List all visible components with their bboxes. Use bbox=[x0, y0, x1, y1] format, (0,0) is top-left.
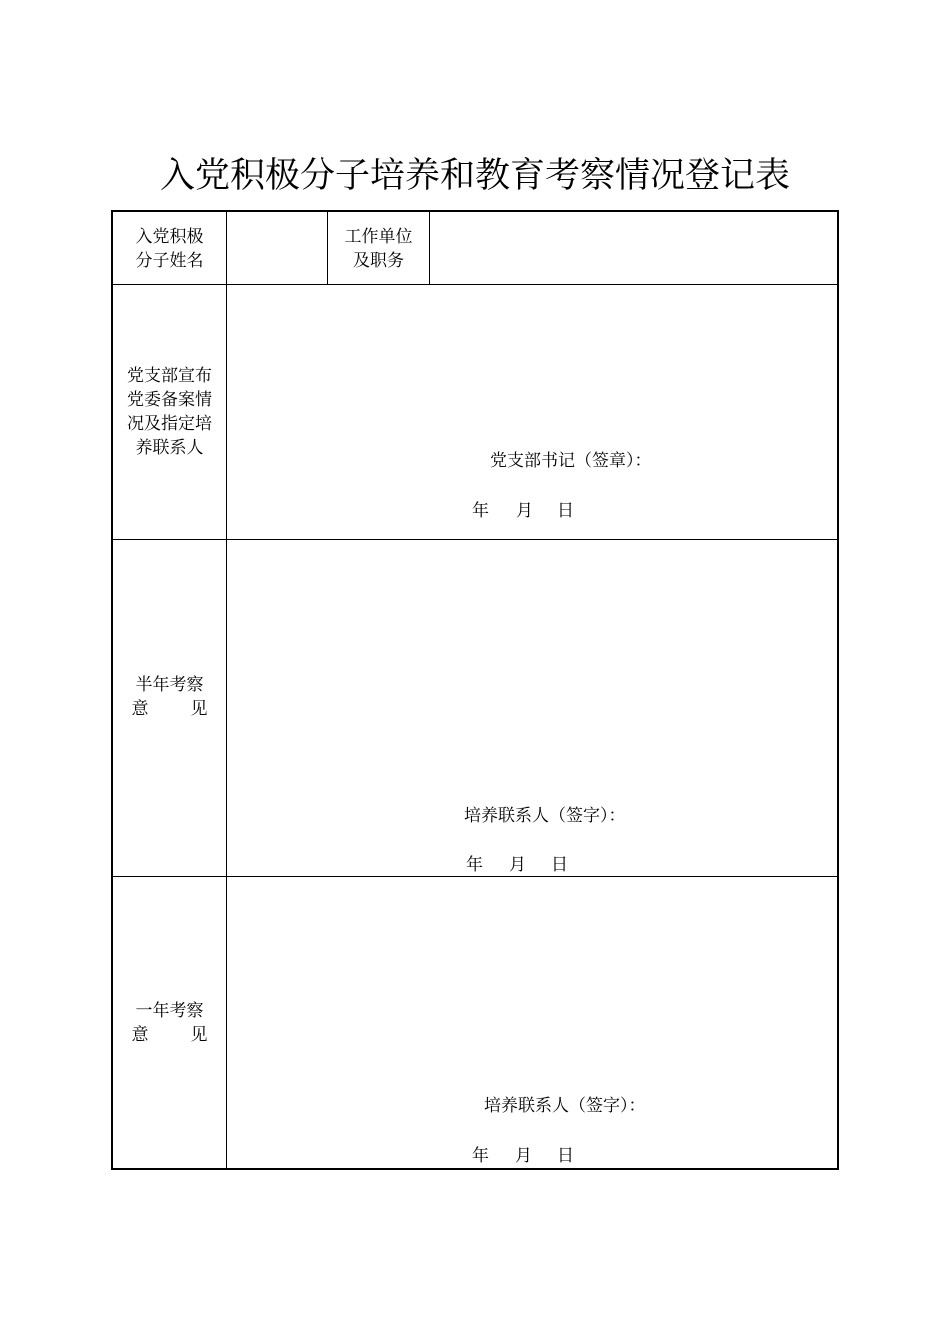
filing-date-year: 年 bbox=[472, 501, 489, 521]
work-unit-label bbox=[328, 225, 429, 273]
table-border-right bbox=[837, 210, 839, 1170]
label-column-divider bbox=[226, 210, 227, 1170]
one-year-label-char-b: 见 bbox=[190, 1025, 208, 1045]
half-year-date-month: 月 bbox=[509, 855, 526, 875]
filing-date-month: 月 bbox=[516, 501, 533, 521]
one-year-date-line bbox=[472, 1141, 582, 1165]
half-year-label-line2 bbox=[132, 697, 208, 721]
half-year-date-day: 日 bbox=[551, 855, 568, 875]
one-year-contact-signature-label: 培养联系人（签字）： bbox=[484, 1096, 646, 1116]
table-border-bottom bbox=[111, 1168, 839, 1170]
half-year-label-line1: 半年考察 bbox=[135, 675, 204, 695]
filing-label-line4: 养联系人 bbox=[135, 438, 204, 458]
one-year-date-month: 月 bbox=[515, 1146, 532, 1166]
header-divider-2 bbox=[429, 210, 430, 285]
half-year-date-year: 年 bbox=[466, 855, 483, 875]
half-year-section-label bbox=[113, 673, 226, 721]
half-year-label-char-b: 见 bbox=[190, 699, 208, 719]
filing-section-label bbox=[113, 364, 226, 460]
one-year-date-year: 年 bbox=[472, 1146, 489, 1166]
one-year-label-line2 bbox=[132, 1023, 208, 1047]
row-separator-1 bbox=[111, 284, 839, 285]
activist-name-label bbox=[113, 225, 226, 273]
work-unit-label-line2: 及职务 bbox=[353, 251, 404, 271]
branch-secretary-signature-label: 党支部书记（签章）： bbox=[490, 451, 652, 471]
activist-name-label-line2: 分子姓名 bbox=[135, 251, 204, 271]
one-year-date-day: 日 bbox=[557, 1146, 574, 1166]
filing-label-line1: 党支部宣布 bbox=[127, 366, 212, 386]
filing-label-line3: 况及指定培 bbox=[127, 414, 212, 434]
half-year-label-char-a: 意 bbox=[131, 699, 149, 719]
table-border-top bbox=[111, 210, 839, 212]
half-year-date-line bbox=[466, 850, 576, 874]
filing-label-line2: 党委备案情 bbox=[127, 390, 212, 410]
page-title: 入党积极分子培养和教育考察情况登记表 bbox=[159, 156, 790, 196]
activist-name-label-line1: 入党积极 bbox=[135, 227, 204, 247]
one-year-label-line1: 一年考察 bbox=[135, 1001, 204, 1021]
one-year-label-char-a: 意 bbox=[131, 1025, 149, 1045]
row-separator-2 bbox=[111, 539, 839, 540]
work-unit-label-line1: 工作单位 bbox=[344, 227, 413, 247]
one-year-section-label bbox=[113, 999, 226, 1047]
filing-date-line bbox=[472, 496, 582, 520]
half-year-contact-signature-label: 培养联系人（签字）： bbox=[464, 806, 626, 826]
row-separator-3 bbox=[111, 876, 839, 877]
filing-date-day: 日 bbox=[557, 501, 574, 521]
